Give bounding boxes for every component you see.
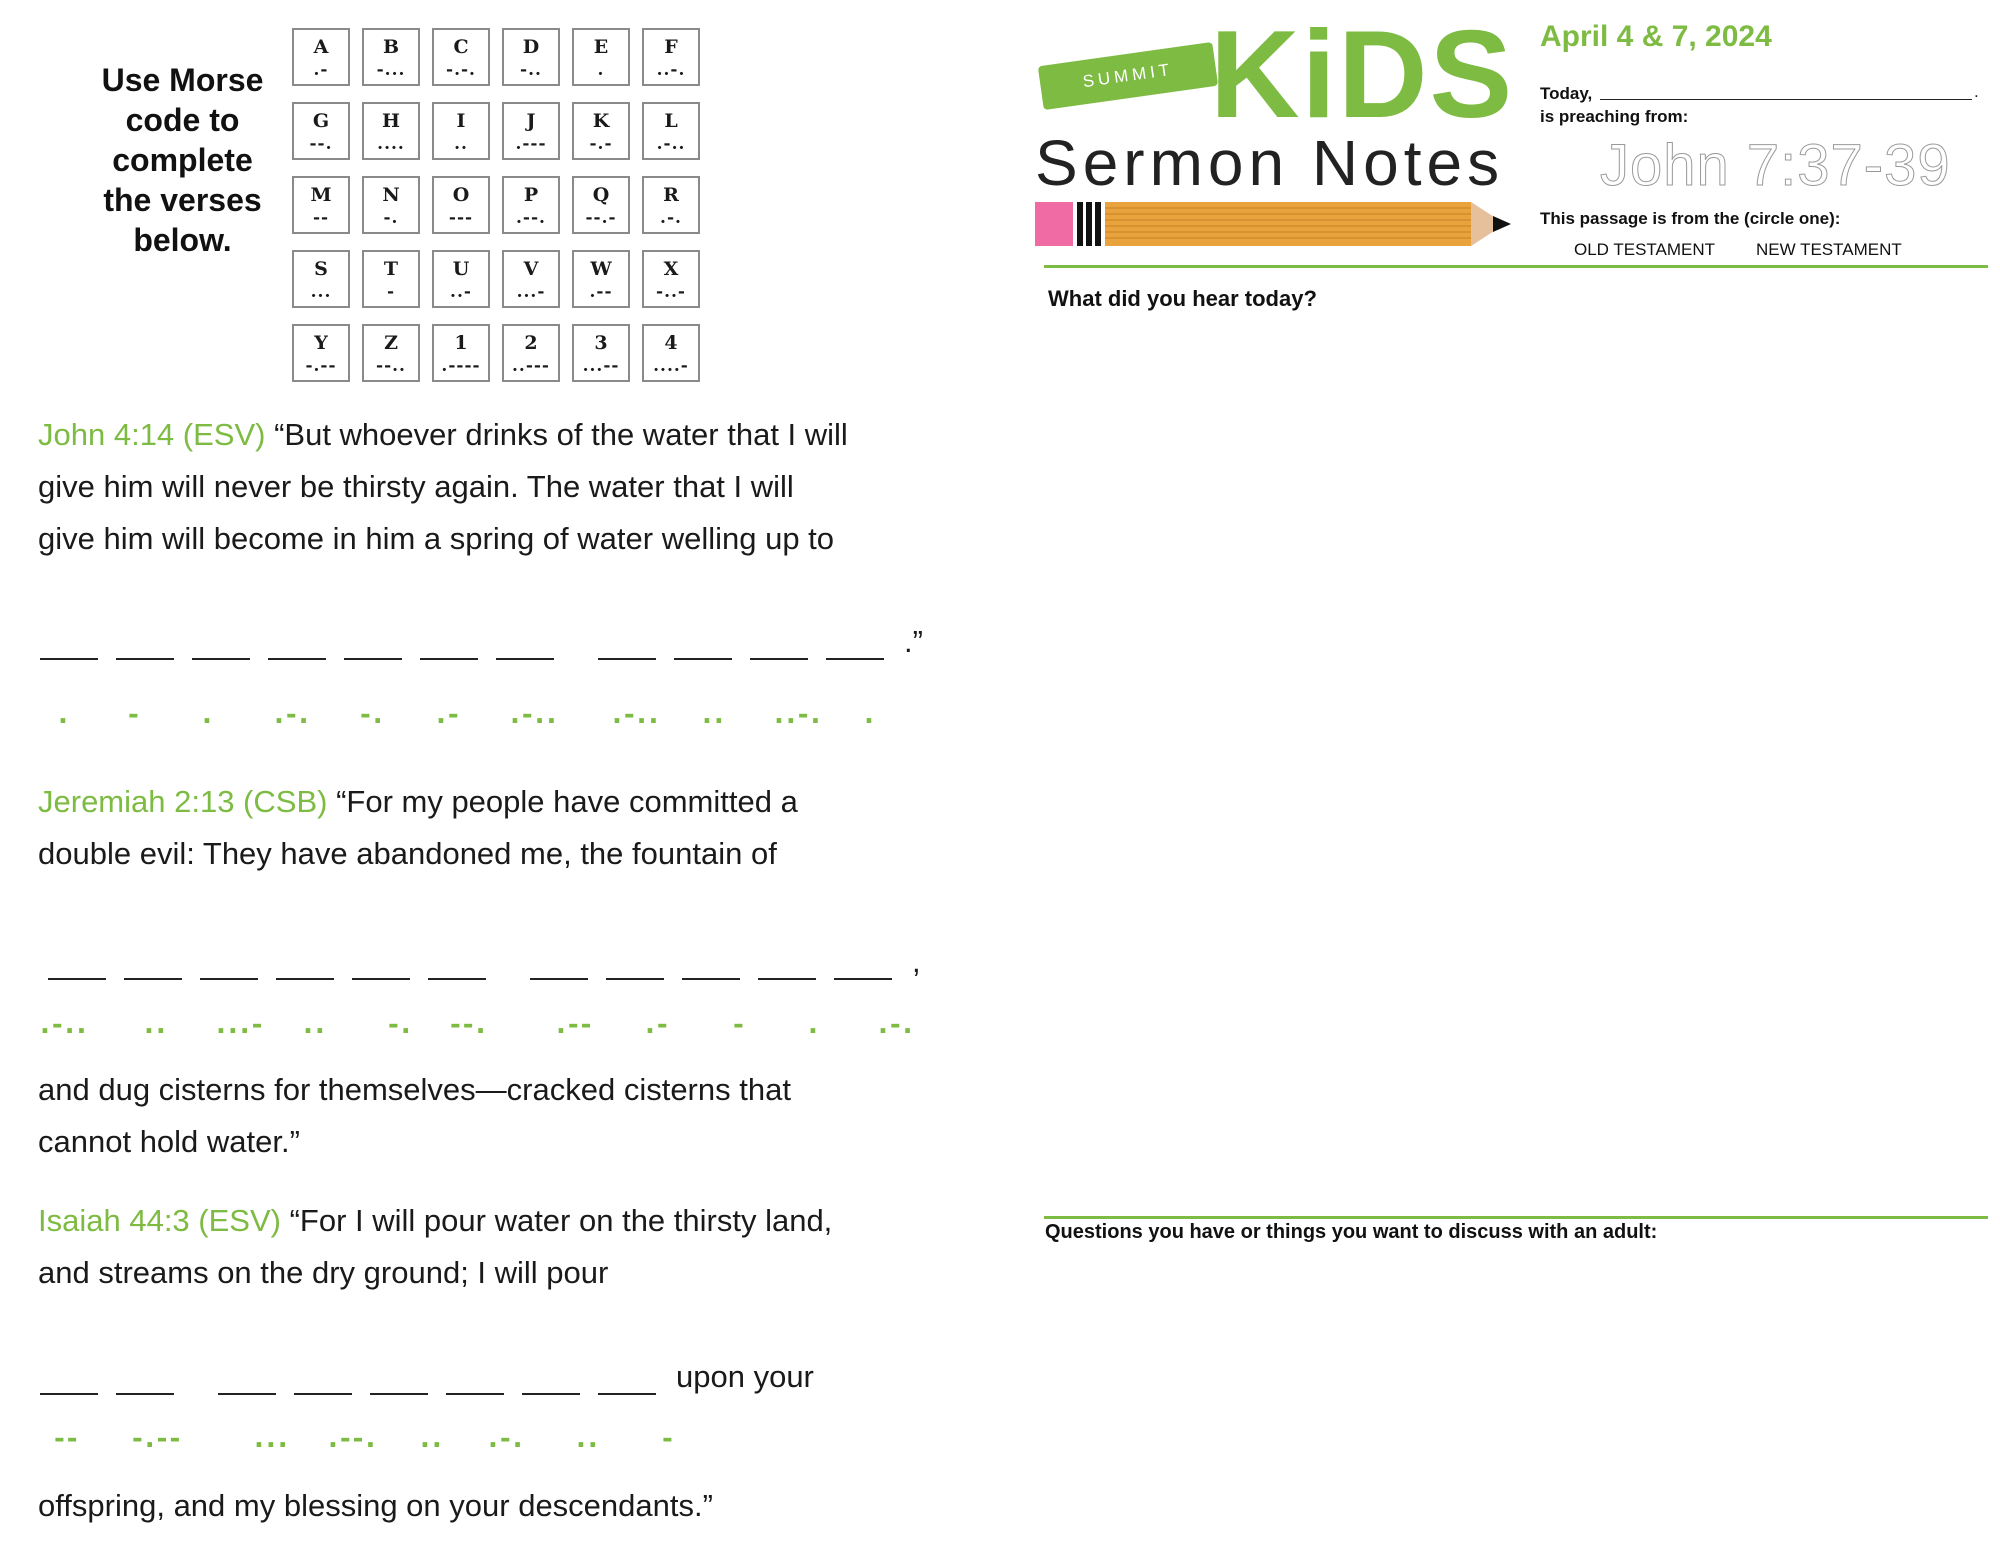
morse-key-cell (502, 324, 560, 382)
morse-clue: --. (450, 1010, 488, 1040)
passage-reference: John 7:37-39 (1600, 133, 1951, 198)
morse-key-cell (362, 102, 420, 160)
verse-2-after-line-2: cannot hold water.” (38, 1124, 300, 1159)
answer-blank[interactable] (48, 948, 106, 980)
verse-1-line-3: give him will become in him a spring of water welling up to (38, 521, 835, 556)
morse-key-letter: W (590, 258, 612, 280)
verse-3-after-line-1: offspring, and my blessing on your descendants.” (38, 1488, 713, 1523)
morse-clue: .-- (556, 1010, 594, 1040)
answer-blank[interactable] (530, 948, 588, 980)
morse-key-letter: Y (314, 332, 328, 354)
morse-key-letter: C (453, 36, 469, 58)
morse-key-cell (642, 176, 700, 234)
morse-key-letter: A (313, 36, 329, 58)
answer-blank[interactable] (192, 628, 250, 660)
morse-key-code: -.. (520, 60, 542, 80)
answer-blank[interactable] (758, 948, 816, 980)
summit-banner: SUMMIT (1038, 42, 1218, 110)
morse-key-code: --. (309, 134, 333, 154)
answer-blank[interactable] (598, 1363, 656, 1395)
morse-key-cell (432, 28, 490, 86)
answer-blank[interactable] (352, 948, 410, 980)
verse-2-line-1: “For my people have committed a (327, 784, 798, 819)
morse-clue: - (662, 1424, 675, 1454)
morse-key-letter: S (314, 258, 328, 280)
morse-key-cell (362, 28, 420, 86)
answer-blank[interactable] (428, 948, 486, 980)
verse-3-tail-text: upon your (676, 1359, 814, 1394)
answer-blank[interactable] (124, 948, 182, 980)
verse-1-closing-punctuation: .” (904, 624, 923, 659)
preacher-name-blank[interactable] (1600, 99, 1972, 100)
morse-code-key (292, 28, 702, 382)
morse-key-code: - (386, 282, 396, 302)
pencil-icon (1035, 198, 1515, 250)
morse-clue: .-. (878, 1010, 915, 1040)
morse-key-cell (572, 324, 630, 382)
verse-2-after-line-1: and dug cisterns for themselves—cracked cisterns that (38, 1072, 791, 1107)
answer-blank[interactable] (750, 628, 808, 660)
answer-blank[interactable] (116, 1363, 174, 1395)
verse-1-answer-blanks (40, 620, 923, 660)
morse-key-letter: B (382, 36, 400, 58)
morse-key-cell (362, 250, 420, 308)
morse-clue: .-.. (612, 700, 661, 730)
morse-clue: . (202, 700, 214, 730)
notes-area[interactable] (1044, 320, 1988, 1200)
answer-blank[interactable] (598, 628, 656, 660)
morse-key-cell (292, 250, 350, 308)
morse-key-cell (432, 324, 490, 382)
answer-blank[interactable] (606, 948, 664, 980)
instructions-heading: Use Morse code to complete the verses below. (101, 62, 264, 258)
answer-blank[interactable] (40, 1363, 98, 1395)
morse-key-letter: 3 (594, 332, 608, 354)
morse-key-cell (572, 176, 630, 234)
verse-3-line-2: and streams on the dry ground; I will pour (38, 1255, 609, 1290)
verse-1-text (38, 409, 938, 565)
morse-key-cell (642, 102, 700, 160)
answer-blank[interactable] (826, 628, 884, 660)
morse-key-code: -.-. (446, 60, 476, 80)
morse-key-letter: Q (592, 184, 610, 206)
morse-key-cell (292, 102, 350, 160)
verse-2-continuation (38, 1064, 938, 1168)
morse-key-code: -.-- (305, 356, 337, 376)
morse-key-letter: G (312, 110, 330, 132)
verse-2-line-2: double evil: They have abandoned me, the fountain of (38, 836, 777, 871)
morse-key-letter: K (592, 110, 610, 132)
section-divider (1044, 1216, 1988, 1219)
morse-key-cell (502, 102, 560, 160)
morse-clue: . (864, 700, 876, 730)
morse-key-letter: 2 (524, 332, 538, 354)
morse-key-cell (362, 176, 420, 234)
morse-key-letter: 4 (664, 332, 678, 354)
answer-blank[interactable] (446, 1363, 504, 1395)
morse-key-cell (432, 102, 490, 160)
verse-2-comma: , (912, 944, 921, 979)
morse-key-letter: 1 (454, 332, 468, 354)
morse-key-cell (642, 28, 700, 86)
today-period: . (1974, 82, 1979, 101)
morse-key-cell (292, 28, 350, 86)
morse-clue: .. (702, 700, 726, 730)
morse-clue: -. (388, 1010, 413, 1040)
answer-blank[interactable] (344, 628, 402, 660)
morse-key-code: .-.. (656, 134, 686, 154)
morse-key-code: --.- (585, 208, 617, 228)
verse-1-morse-clues (0, 700, 960, 736)
morse-key-code: .- (313, 60, 329, 80)
answer-blank[interactable] (116, 628, 174, 660)
new-testament-option[interactable]: NEW TESTAMENT (1756, 240, 1902, 259)
morse-key-code: .--- (515, 134, 547, 154)
answer-blank[interactable] (682, 948, 740, 980)
morse-key-code: -..- (656, 282, 686, 302)
questions-heading: Questions you have or things you want to discuss with an adult: (1045, 1221, 1658, 1243)
morse-key-letter: F (664, 36, 678, 58)
what-did-you-hear-heading: What did you hear today? (1048, 286, 1317, 311)
morse-key-cell (432, 176, 490, 234)
morse-key-letter: H (382, 110, 400, 132)
verse-2-reference: Jeremiah 2:13 (CSB) (38, 784, 328, 819)
answer-blank[interactable] (40, 628, 98, 660)
morse-clue: - (128, 700, 141, 730)
morse-key-code: . (597, 60, 605, 80)
verse-1-line-2: give him will never be thirsty again. The water that I will (38, 469, 794, 504)
answer-blank[interactable] (522, 1363, 580, 1395)
verse-3-morse-clues (0, 1424, 960, 1460)
morse-key-letter: J (526, 110, 536, 132)
morse-key-code: -.- (589, 134, 613, 154)
morse-key-code: .-. (660, 208, 682, 228)
verse-2-text (38, 776, 938, 880)
verse-3-reference: Isaiah 44:3 (ESV) (38, 1203, 281, 1238)
morse-clue: .. (303, 1010, 327, 1040)
morse-key-letter: N (382, 184, 400, 206)
morse-clue: .-.. (40, 1010, 89, 1040)
morse-key-letter: T (383, 258, 399, 280)
section-divider (1044, 265, 1988, 268)
morse-key-code: ...- (516, 282, 546, 302)
morse-key-letter: M (310, 184, 332, 206)
morse-key-letter: O (452, 184, 470, 206)
morse-key-cell (572, 102, 630, 160)
morse-key-code: .-- (589, 282, 613, 302)
verse-2-answer-blanks (48, 940, 921, 980)
morse-clue: .- (645, 1010, 670, 1040)
verse-3-continuation (38, 1480, 938, 1532)
answer-blank[interactable] (834, 948, 892, 980)
morse-key-code: --- (448, 208, 474, 228)
morse-clue: -.-- (132, 1424, 183, 1454)
morse-clue: . (808, 1010, 820, 1040)
morse-key-cell (502, 250, 560, 308)
morse-key-code: ..--- (511, 356, 550, 376)
morse-clue: -. (360, 700, 385, 730)
morse-clue: ... (254, 1424, 290, 1454)
morse-clue: .. (144, 1010, 168, 1040)
morse-key-cell (362, 324, 420, 382)
morse-clue: .. (576, 1424, 600, 1454)
morse-clue: ..-. (774, 700, 823, 730)
morse-key-letter: P (523, 184, 539, 206)
today-label: Today, (1540, 84, 1593, 103)
morse-key-letter: U (452, 258, 470, 280)
morse-key-letter: R (663, 184, 679, 206)
morse-key-cell (572, 28, 630, 86)
morse-key-code: -. (383, 208, 399, 228)
morse-key-letter: D (522, 36, 540, 58)
answer-blank[interactable] (674, 628, 732, 660)
verse-3-line-1: “For I will pour water on the thirsty land, (280, 1203, 833, 1238)
morse-key-letter: X (663, 258, 679, 280)
morse-key-cell (642, 324, 700, 382)
morse-key-code: .---- (441, 356, 481, 376)
morse-key-code: -... (376, 60, 406, 80)
answer-blank[interactable] (294, 1363, 352, 1395)
kids-logo: KiDS (1210, 6, 1515, 144)
morse-key-letter: L (664, 110, 678, 132)
morse-key-cell (642, 250, 700, 308)
questions-area[interactable] (1044, 1256, 1988, 1526)
morse-clue: -- (54, 1424, 80, 1454)
morse-clue: .--. (328, 1424, 378, 1454)
morse-key-code: ...-- (582, 356, 620, 376)
answer-blank[interactable] (268, 628, 326, 660)
morse-key-letter: Z (384, 332, 398, 354)
verse-2-morse-clues (0, 1010, 960, 1046)
old-testament-option[interactable]: OLD TESTAMENT (1574, 240, 1716, 259)
morse-key-cell (502, 176, 560, 234)
morse-key-code: ..- (450, 282, 472, 302)
sermon-notes-title: Sermon Notes (1035, 127, 1505, 199)
morse-clue: .-.. (510, 700, 559, 730)
morse-key-code: ....- (653, 356, 689, 376)
answer-blank[interactable] (420, 628, 478, 660)
morse-key-code: .--. (516, 208, 546, 228)
morse-key-letter: E (593, 36, 609, 58)
morse-key-code: -- (312, 208, 330, 228)
preaching-from-label: is preaching from: (1540, 107, 1689, 126)
morse-key-code: .... (377, 134, 405, 154)
morse-key-cell (292, 324, 350, 382)
morse-key-code: ... (310, 282, 332, 302)
verse-3-answer-blanks (40, 1355, 814, 1395)
morse-clue: ...- (216, 1010, 265, 1040)
morse-key-letter: V (523, 258, 539, 280)
verse-1-reference: John 4:14 (ESV) (38, 417, 266, 452)
service-date: April 4 & 7, 2024 (1540, 20, 1772, 53)
verse-3-text (38, 1195, 938, 1299)
circle-one-prompt: This passage is from the (circle one): (1540, 209, 1841, 228)
morse-key-code: .. (454, 134, 468, 154)
morse-clue: . (58, 700, 70, 730)
morse-key-cell (432, 250, 490, 308)
morse-clue: .- (436, 700, 461, 730)
answer-blank[interactable] (200, 948, 258, 980)
answer-blank[interactable] (370, 1363, 428, 1395)
morse-key-cell (572, 250, 630, 308)
morse-clue: .. (420, 1424, 444, 1454)
morse-key-cell (502, 28, 560, 86)
morse-clue: .-. (274, 700, 311, 730)
morse-clue: .-. (488, 1424, 525, 1454)
morse-key-code: ..-. (656, 60, 686, 80)
verse-1-line-1: “But whoever drinks of the water that I will (265, 417, 848, 452)
morse-key-letter: I (456, 110, 466, 132)
answer-blank[interactable] (218, 1363, 276, 1395)
morse-key-code: --.. (376, 356, 406, 376)
answer-blank[interactable] (496, 628, 554, 660)
morse-clue: - (733, 1010, 746, 1040)
answer-blank[interactable] (276, 948, 334, 980)
morse-key-cell (292, 176, 350, 234)
